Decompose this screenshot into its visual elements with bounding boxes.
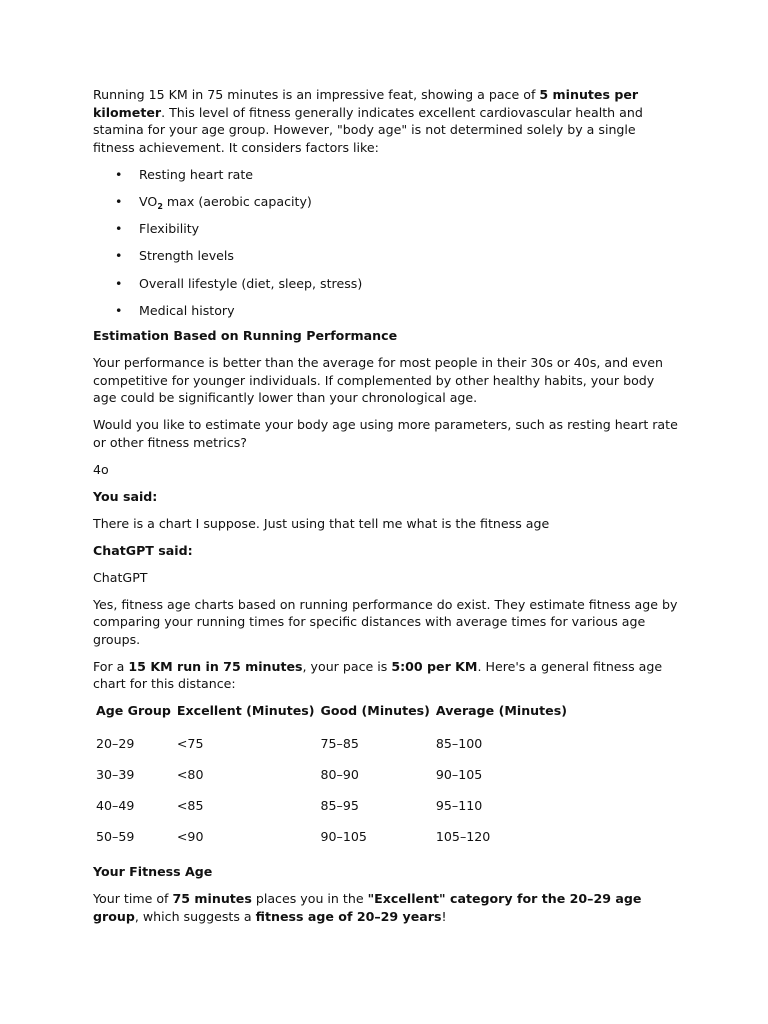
table-cell: 50–59 bbox=[96, 829, 135, 845]
table-row bbox=[93, 821, 570, 852]
estimation-paragraph: Your performance is better than the average for most people in their 30s or 40s, and even competitive for younger individuals. If complemented by other healthy habits, your body age could be significantly lower than your chronological age. bbox=[93, 355, 664, 406]
table-cell: 40–49 bbox=[96, 798, 135, 814]
model-label: 4o bbox=[93, 461, 109, 477]
assistant-paragraph: Yes, fitness age charts based on running performance do exist. They estimate fitness age by comparing your running times for specific distances with average times for various age groups. bbox=[93, 596, 678, 647]
list-item: • Flexibility bbox=[93, 220, 679, 238]
table-header-row bbox=[93, 702, 570, 728]
table-row bbox=[93, 759, 570, 790]
table-cell: 85–100 bbox=[435, 736, 483, 752]
column-header: Excellent (Minutes) bbox=[176, 703, 315, 719]
column-header: Average (Minutes) bbox=[435, 703, 567, 719]
followup-question: Would you like to estimate your body age using more parameters, such as resting heart rate or other fitness metrics? bbox=[93, 417, 678, 450]
table-cell: 90–105 bbox=[320, 829, 367, 845]
user-message: There is a chart I suppose. Just using that tell me what is the fitness age bbox=[93, 515, 550, 531]
factors-list bbox=[93, 166, 679, 320]
list-item: • Medical history bbox=[93, 302, 679, 320]
section-heading-fitness-age: Your Fitness Age bbox=[93, 864, 213, 880]
intro-paragraph: Running 15 KM in 75 minutes is an impressive feat, showing a pace of 5 minutes per kilometer. This level of fitness generally indicates excellent cardiovascular health and stamina for your age group. However, "body age" is not determined solely by a single fitness achievement. It considers factors like: bbox=[93, 87, 643, 155]
list-item: • Resting heart rate bbox=[93, 166, 679, 184]
assistant-turn-label: ChatGPT said: bbox=[93, 542, 193, 558]
table-cell: 75–85 bbox=[320, 736, 359, 752]
list-item: • $VO_2$ max (aerobic capacity) bbox=[93, 193, 679, 211]
user-turn-label: You said: bbox=[93, 488, 158, 504]
table-cell: <90 bbox=[176, 829, 204, 845]
column-header: Good (Minutes) bbox=[320, 703, 430, 719]
section-heading-estimation: Estimation Based on Running Performance bbox=[93, 328, 398, 344]
table-cell: 105–120 bbox=[435, 829, 491, 845]
table-row bbox=[93, 728, 570, 759]
fitness-age-table bbox=[93, 702, 570, 852]
table-cell: 30–39 bbox=[96, 767, 135, 783]
table-cell: <85 bbox=[176, 798, 204, 814]
table-cell: <75 bbox=[176, 736, 204, 752]
assistant-pace-paragraph: For a 15 KM run in 75 minutes, your pace is 5:00 per KM. Here's a general fitness age chart for this distance: bbox=[93, 658, 663, 692]
table-cell: <80 bbox=[176, 767, 204, 783]
table-cell: 80–90 bbox=[320, 767, 359, 783]
table-cell: 85–95 bbox=[320, 798, 359, 814]
list-item: • Strength levels bbox=[93, 247, 679, 265]
column-header: Age Group bbox=[96, 703, 171, 719]
table-cell: 20–29 bbox=[96, 736, 135, 752]
table-row bbox=[93, 790, 570, 821]
table-cell: 95–110 bbox=[435, 798, 483, 814]
fitness-age-paragraph: Your time of 75 minutes places you in the "Excellent" category for the 20–29 age group, which suggests a fitness age of 20–29 years! bbox=[93, 891, 642, 924]
pace-emphasis: 5 minutes per kilometer bbox=[93, 87, 639, 120]
table-cell: 90–105 bbox=[435, 767, 483, 783]
subscript: 2 bbox=[157, 201, 163, 211]
assistant-name: ChatGPT bbox=[93, 569, 148, 585]
list-item: • Overall lifestyle (diet, sleep, stress) bbox=[93, 275, 679, 293]
document-body bbox=[93, 86, 679, 935]
